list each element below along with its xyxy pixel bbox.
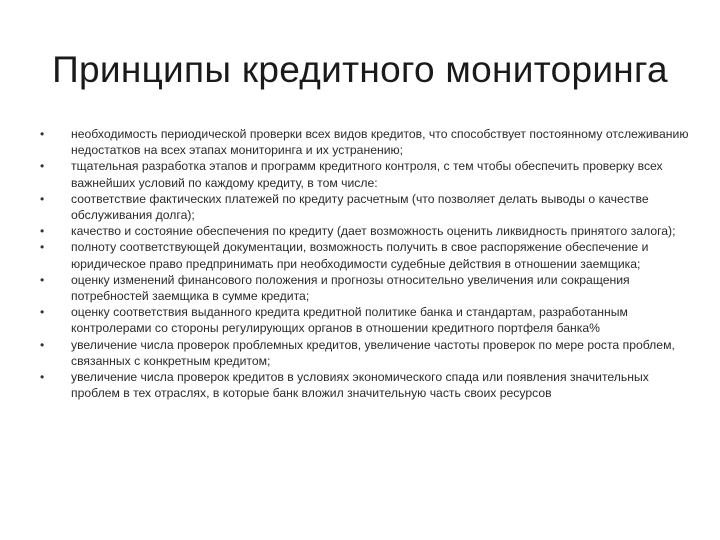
bullet-icon: • (40, 159, 45, 174)
bullet-icon: • (40, 127, 45, 141)
list-item (40, 304, 690, 336)
bullet-icon: • (40, 272, 45, 287)
list-item-text: увеличение числа проверок кредитов в условиях экономического спада или появления значительных проблем в тех отраслях, в которые банк вложил значительную часть своих ресурсов (71, 370, 649, 401)
list-item-text: оценку соответствия выданного кредита кредитной политике банка и стандартам, разработанным контролерами со стороны регулирующих органов в отношении кредитного портфеля банка% (71, 305, 628, 336)
list-item (40, 369, 690, 401)
bullet-icon: • (40, 337, 45, 352)
list-item-text: тщательная разработка этапов и программ кредитного контроля, с тем чтобы обеспечить проверку всех важнейших условий по каждому кредиту, в том числе: (71, 159, 663, 190)
list-item-text: оценку изменений финансового положения и прогнозы относительно увеличения или сокращения потребностей заемщика в сумме кредита; (71, 272, 630, 304)
bullet-icon: • (40, 305, 45, 320)
slide-title: Принципы кредитного мониторинга (52, 49, 668, 90)
list-item (40, 337, 690, 369)
list-item (40, 223, 690, 239)
list-item (40, 272, 690, 304)
list-item (40, 239, 690, 271)
list-item-text: необходимость периодической проверки всех видов кредитов, что способствует постоянному отслеживанию недостатков на всех этапах мониторинга и их устранению; (71, 127, 689, 158)
bullet-icon: • (40, 240, 45, 255)
list-item-text: соответствие фактических платежей по кредиту расчетным (что позволяет делать выводы о качестве обслуживания долга); (71, 191, 649, 223)
bullet-icon: • (40, 370, 45, 385)
bullet-icon: • (40, 224, 45, 239)
list-item-text: качество и состояние обеспечения по кредиту (дает возможность оценить ликвидность принятого залога); (71, 224, 676, 239)
bullet-list (40, 126, 690, 401)
bullet-icon: • (40, 191, 45, 206)
list-item-text: полноту соответствующей документации, возможность получить в свое распоряжение обеспечение и юридическое право предпринимать при необходимости судебные действия в отношении заемщика; (71, 240, 649, 271)
list-item (40, 126, 690, 158)
list-item (40, 158, 690, 190)
list-item (40, 191, 690, 223)
list-item-text: увеличение числа проверок проблемных кредитов, увеличение частоты проверок по мере роста проблем, связанных с конкретным кредитом; (71, 337, 675, 368)
